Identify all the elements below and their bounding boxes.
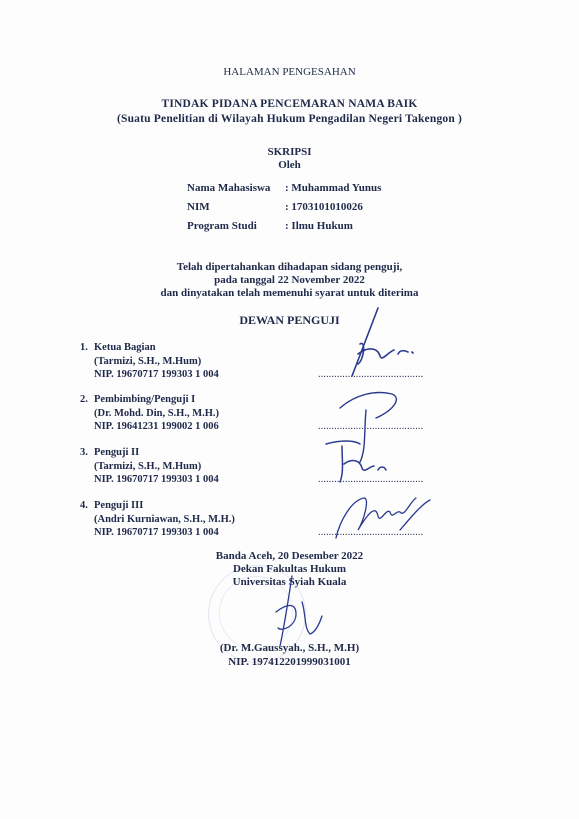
examiner-role: Ketua Bagian <box>94 342 156 353</box>
examiner-4 <box>80 499 235 540</box>
dean-nip: NIP. 197412201999031001 <box>228 656 351 668</box>
examiner-nip: NIP. 19670717 199303 1 004 <box>94 369 219 380</box>
defense-line-2: pada tanggal 22 November 2022 <box>214 274 365 286</box>
student-name-label: Nama Mahasiswa <box>187 182 271 194</box>
author-by: Oleh <box>278 159 301 171</box>
examiner-name: (Dr. Mohd. Din, S.H., M.H.) <box>94 407 220 419</box>
signature-line-4: ....................................... <box>318 527 424 538</box>
signature-4 <box>330 490 440 550</box>
board-heading: DEWAN PENGUJI <box>239 313 340 327</box>
examiner-name: (Tarmizi, S.H., M.Hum) <box>94 355 202 367</box>
examiner-1 <box>80 341 219 382</box>
defense-line-1: Telah dipertahankan dihadapan sidang penguji, <box>176 261 403 273</box>
approval-position: Dekan Fakultas Hukum <box>232 563 347 575</box>
examiner-role: Penguji II <box>94 447 140 458</box>
examiner-name: (Andri Kurniawan, S.H., M.H.) <box>94 513 235 525</box>
student-nim-row <box>187 201 363 213</box>
student-program-label: Program Studi <box>187 220 257 232</box>
defense-line-3: dan dinyatakan telah memenuhi syarat untuk diterima <box>160 287 419 299</box>
student-nim-label: NIM <box>187 201 210 213</box>
examiner-number: 2. <box>80 394 88 405</box>
thesis-title: TINDAK PIDANA PENCEMARAN NAMA BAIK <box>161 98 418 110</box>
student-name-value: : Muhammad Yunus <box>285 182 382 194</box>
thesis-subtitle: (Suatu Penelitian di Wilayah Hukum Pengadilan Negeri Takengon ) <box>116 113 463 125</box>
examiner-number: 4. <box>80 500 88 511</box>
student-program-row <box>187 220 353 232</box>
signature-3 <box>320 436 400 486</box>
examiner-2 <box>80 393 220 434</box>
signature-line-1: ....................................... <box>318 369 424 380</box>
examiner-number: 1. <box>80 342 88 353</box>
signature-line-3: ....................................... <box>318 474 424 485</box>
document-type: SKRIPSI <box>267 146 312 158</box>
student-program-value: : Ilmu Hukum <box>285 220 353 232</box>
examiner-role: Penguji III <box>94 500 144 511</box>
student-nim-value: : 1703101010026 <box>285 201 363 213</box>
signature-1 <box>338 300 428 380</box>
examiner-role: Pembimbing/Penguji I <box>94 394 196 405</box>
examiner-3 <box>80 446 219 487</box>
signature-line-2: ....................................... <box>318 421 424 432</box>
page-heading: HALAMAN PENGESAHAN <box>223 66 356 78</box>
approval-institution: Universitas Syiah Kuala <box>232 576 347 588</box>
examiner-nip: NIP. 19670717 199303 1 004 <box>94 527 219 538</box>
examiner-name: (Tarmizi, S.H., M.Hum) <box>94 460 202 472</box>
dean-signature <box>262 572 332 652</box>
examiner-number: 3. <box>80 447 88 458</box>
dean-name: (Dr. M.Gaussyah., S.H., M.H) <box>219 642 360 654</box>
examiner-nip: NIP. 19641231 199002 1 006 <box>94 421 219 432</box>
student-name-row <box>187 182 381 194</box>
examiner-nip: NIP. 19670717 199303 1 004 <box>94 474 219 485</box>
approval-place-date: Banda Aceh, 20 Desember 2022 <box>215 550 364 562</box>
